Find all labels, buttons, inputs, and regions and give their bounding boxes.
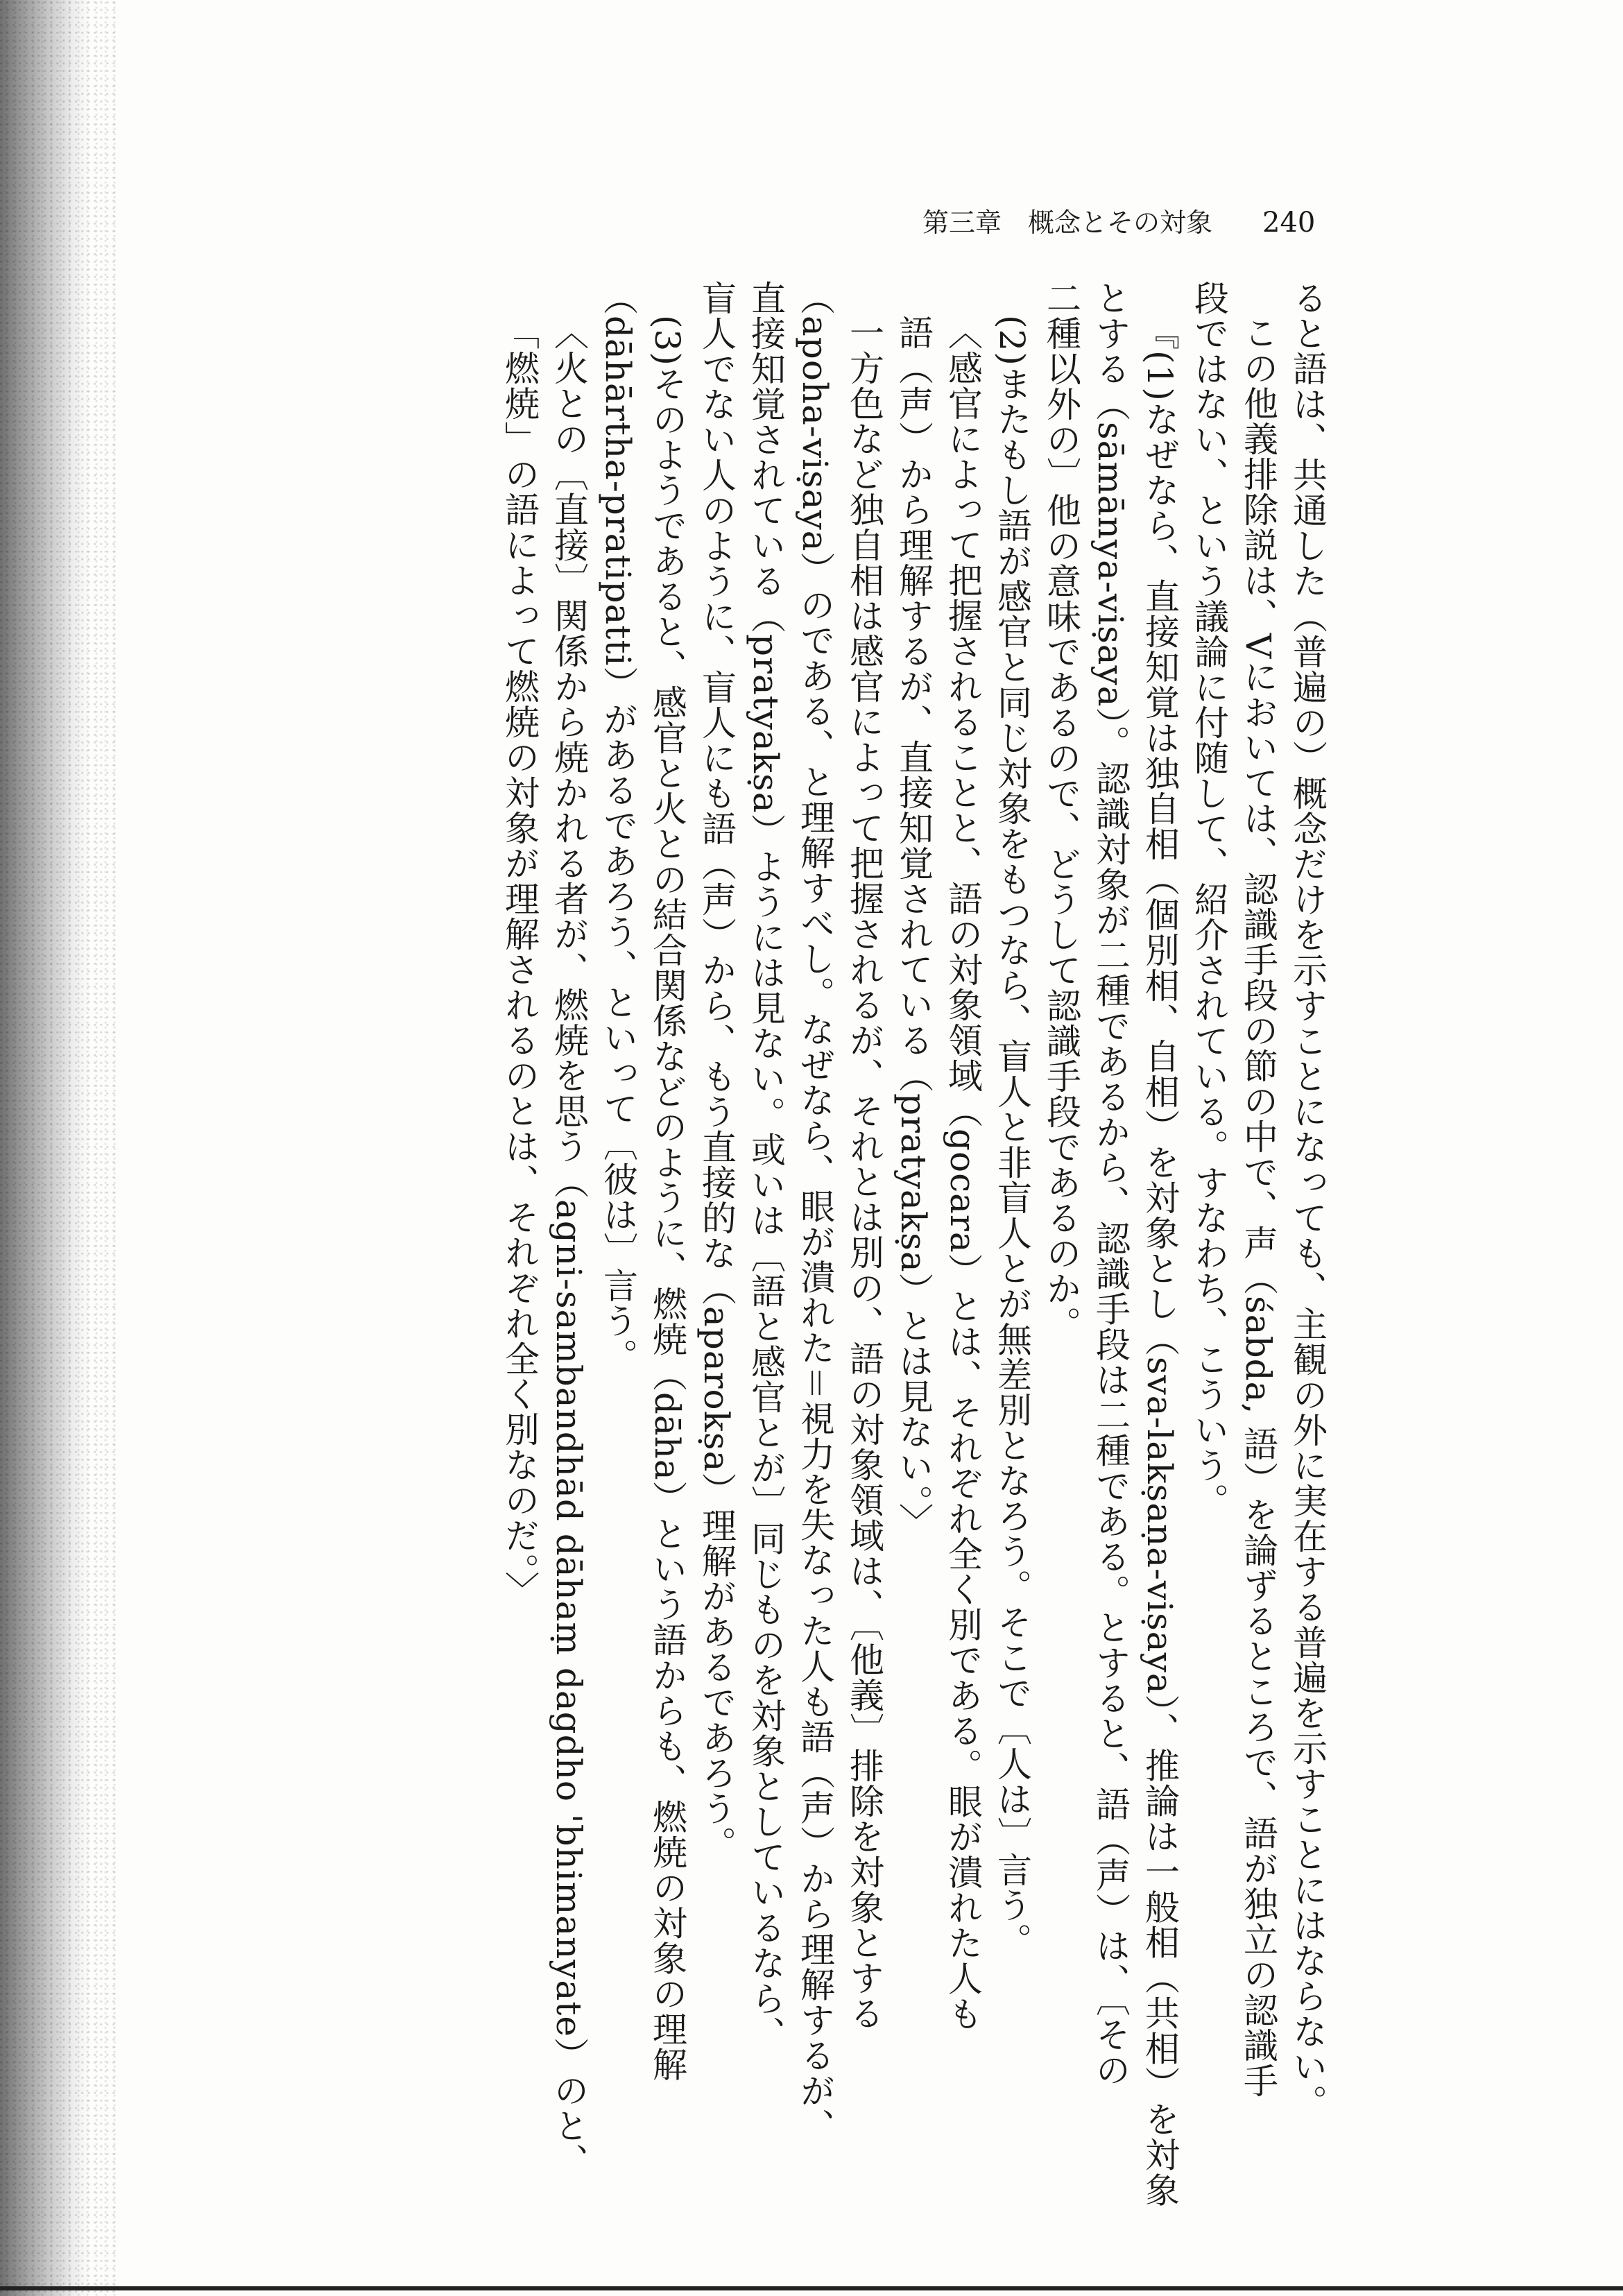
text-line: 盲人でない人のように、盲人にも語（声）から、もう直接的な（aparokṣa）理解があるであろう。 bbox=[696, 280, 737, 1862]
text-line: 一方色など独自相は感官によって把握されるが、それとは別の、語の対象領域は、〔他義〕排除を対象とする bbox=[844, 315, 884, 2031]
text-line: 段ではない、という議論に付随して、紹介されている。すなわち、こういう。 bbox=[1189, 280, 1229, 1518]
text-line: 〈感官によって把握されることと、語の対象領域（gocara）とは、それぞれ全く別である。眼が潰れた人も bbox=[943, 315, 983, 2032]
bottom-edge-rule bbox=[0, 2286, 1623, 2290]
text-line: （apoha-viṣaya）のである、と理解すべし。なぜなら、眼が潰れた＝視力を失なった人も語（声）から理解するが、 bbox=[795, 280, 835, 2144]
text-line: ると語は、共通した（普遍の）概念だけを示すことになっても、主観の外に実在する普遍を示すことにはならない。 bbox=[1287, 280, 1328, 2120]
text-line: 直接知覚されている（pratyakṣa）ようには見ない。或いは〔語と感官とが〕同じものを対象としているなら、 bbox=[746, 280, 786, 2052]
body-text bbox=[495, 280, 1332, 2208]
text-line: 語（声）から理解するが、直接知覚されている（pratyakṣa）とは見ない。〉 bbox=[893, 315, 934, 1539]
text-line: 二種以外の〕他の意味であるので、どうして認識手段であるのか。 bbox=[1041, 280, 1081, 1342]
text-line: （dāhārtha-pratipatti）があるであろう、といって〔彼は〕言う。 bbox=[598, 280, 638, 1374]
text-line: 〈火との〔直接〕関係から焼かれる者が、燃焼を思う（agni-sambandhād dāhaṃ dagdho 'bhimanyate）のと、 bbox=[549, 315, 589, 2179]
text-line: (3)そのようであると、感官と火との結合関係などのように、燃焼（dāha）という語からも、燃焼の対象の理解 bbox=[647, 315, 687, 2082]
text-line: 『(1)なぜなら、直接知覚は独自相（個別相、自相）を対象とし（sva-lakṣaṇa-viṣaya）、推論は一般相（共相）を対象 bbox=[1140, 315, 1180, 2208]
running-head bbox=[922, 205, 1339, 240]
text-line: とする（sāmānya-viṣaya）。認識対象が二種であるから、認識手段は二種である。とすると、語（声）は、〔その bbox=[1090, 280, 1131, 2088]
text-line: 「燃焼」の語によって燃焼の対象が理解されるのとは、それぞれ全く別なのだ。〉 bbox=[499, 315, 540, 1607]
binding-speckle bbox=[0, 0, 118, 2296]
text-line: この他義排除説は、Vにおいては、認識手段の節の中で、声（śabda, 語）を論ずるところで、語が独立の認識手 bbox=[1238, 315, 1278, 2099]
text-line: (2)またもし語が感官と同じ対象をもつなら、盲人と非盲人とが無差別となろう。そこで〔人は〕言う。 bbox=[992, 315, 1032, 1958]
page-number: 240 bbox=[1262, 207, 1316, 239]
chapter-title: 第三章 概念とその対象 bbox=[922, 207, 1213, 238]
